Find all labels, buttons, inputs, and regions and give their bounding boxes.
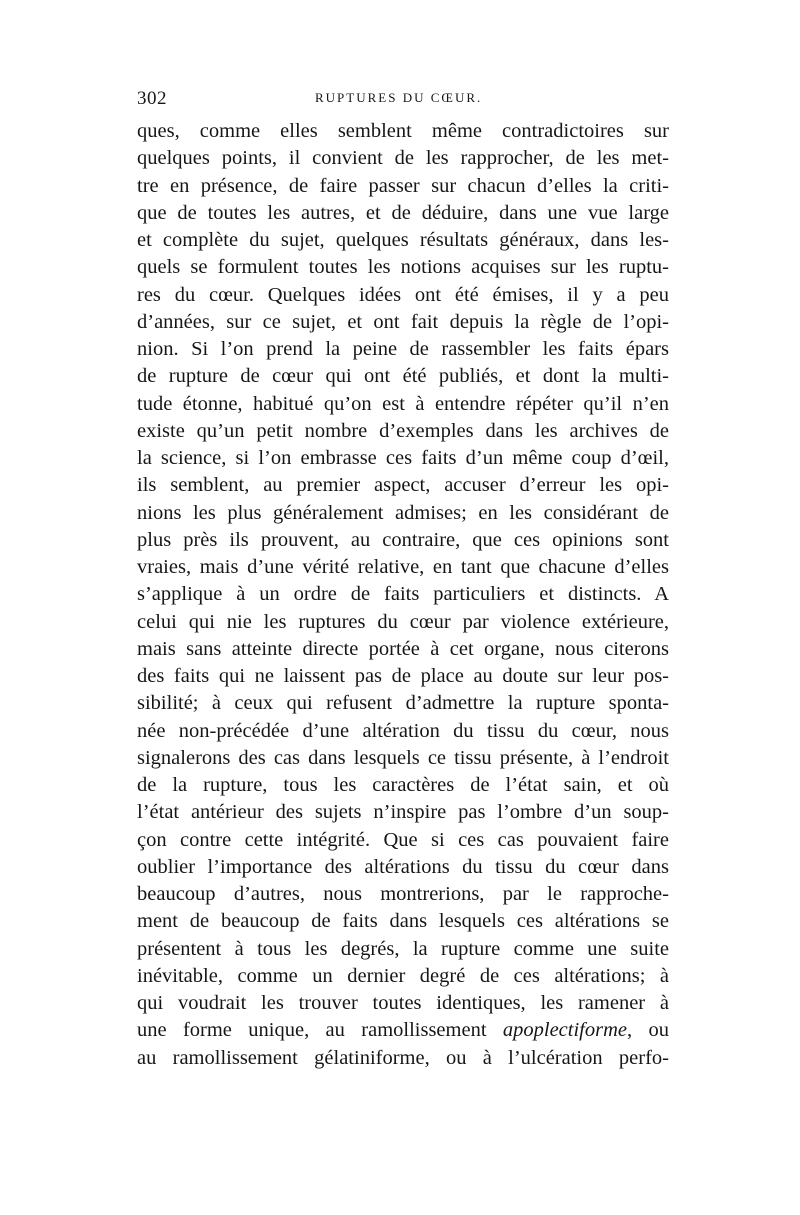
text-line: et complète du sujet, quelques résultats généraux, dans les- [137,229,669,251]
text-line-with-italic [137,1017,669,1044]
text-line: tude étonne, habitué qu’on est à entendre répéter qu’il n’en [137,392,669,415]
text-line: quels se formulent toutes les notions acquises sur les ruptu- [137,256,669,279]
body-text [137,118,669,1072]
page-number: 302 [137,88,167,109]
text-line: au ramollissement gélatiniforme, ou à l’ulcération perfo- [137,1046,669,1069]
text-line: des faits qui ne laissent pas de place au doute sur leur pos- [137,665,669,687]
text-line: nion. Si l’on prend la peine de rassembler les faits épars [137,338,669,360]
text-line: ils semblent, au premier aspect, accuser d’erreur les opi- [137,474,669,497]
text-line: oublier l’importance des altérations du tissu du cœur dans [137,855,669,878]
text-line: s’applique à un ordre de faits particuliers et distincts. A [137,583,669,606]
text-line: celui qui nie les ruptures du cœur par violence extérieure, [137,610,669,633]
italic-term: apoplectiforme [502,1019,628,1042]
text-line: qui voudrait les trouver toutes identiques, les ramener à [137,992,669,1014]
text-line: sibilité; à ceux qui refusent d’admettre la rupture sponta- [137,692,669,715]
text-line: que de toutes les autres, et de déduire, dans une vue large [137,201,669,224]
page-header [137,88,677,112]
text-line: signalerons des cas dans lesquels ce tissu présente, à l’endroit [137,746,669,769]
text-line: quelques points, il convient de les rapprocher, de les met- [137,147,669,170]
text-line: ques, comme elles semblent même contradictoires sur [137,120,669,142]
text-line: beaucoup d’autres, nous montrerions, par le rapproche- [137,883,669,905]
text-line: inévitable, comme un dernier degré de ces altérations; à [137,964,669,987]
text-line: de rupture de cœur qui ont été publiés, et dont la multi- [137,365,669,388]
text-line: plus près ils prouvent, au contraire, que ces opinions sont [137,528,669,551]
text-line: née non-précédée d’une altération du tissu du cœur, nous [137,719,669,742]
text-line: mais sans atteinte directe portée à cet organe, nous citerons [137,637,669,660]
text-line: la science, si l’on embrasse ces faits d’un même coup d’œil, [137,447,669,469]
text-line: existe qu’un petit nombre d’exemples dans les archives de [137,419,669,442]
text-line: çon contre cette intégrité. Que si ces cas pouvaient faire [137,828,669,851]
text-line-end: , ou [627,1019,669,1042]
text-line: l’état antérieur des sujets n’inspire pas l’ombre d’un soup- [137,801,669,824]
text-line: vraies, mais d’une vérité relative, en tant que chacune d’elles [137,556,669,578]
text-line: nions les plus généralement admises; en les considérant de [137,501,669,524]
text-line: de la rupture, tous les caractères de l’état sain, et où [137,774,669,796]
running-title: RUPTURES DU CŒUR. [315,90,483,105]
text-line: présentent à tous les degrés, la rupture comme une suite [137,937,669,960]
text-line-start: une forme unique, au ramollissement [137,1019,487,1042]
text-line: res du cœur. Quelques idées ont été émises, il y a peu [137,283,669,306]
text-line: d’années, sur ce sujet, et ont fait depuis la règle de l’opi- [137,310,669,333]
text-line: ment de beaucoup de faits dans lesquels ces altérations se [137,910,669,933]
text-line: tre en présence, de faire passer sur chacun d’elles la criti- [137,174,669,197]
